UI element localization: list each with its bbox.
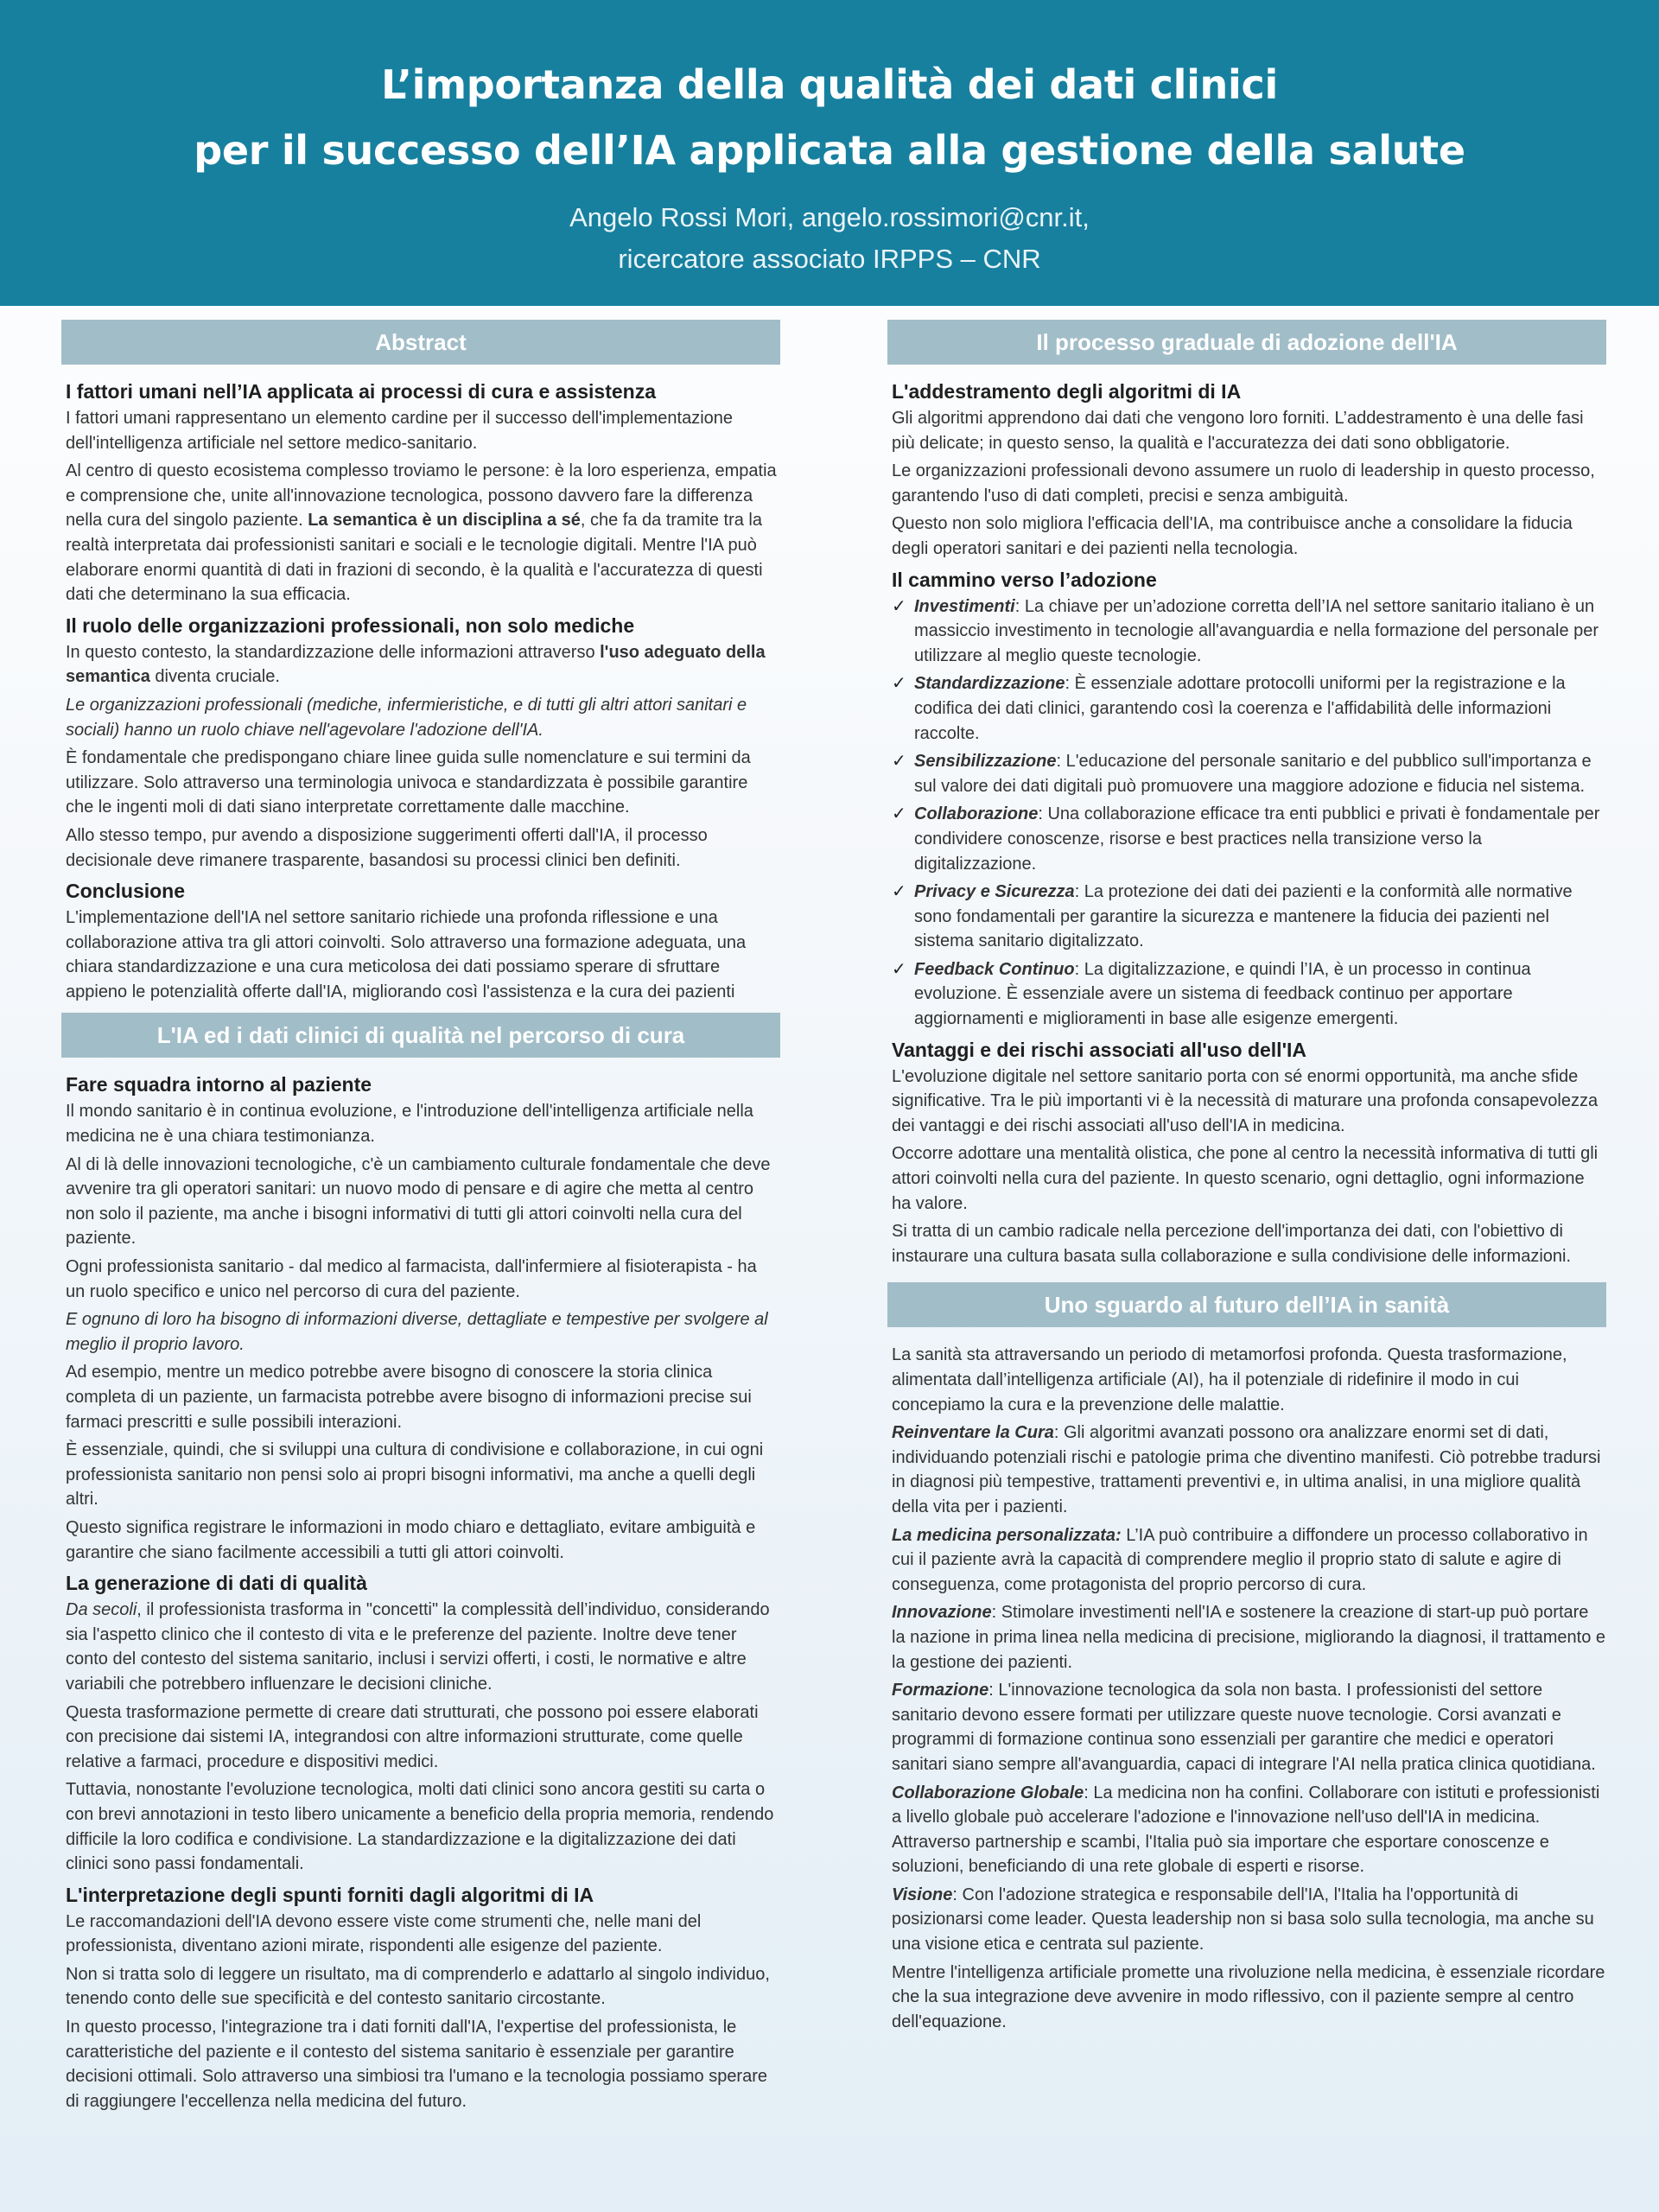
paragraph: Il mondo sanitario è in continua evoluzione, e l'introduzione dell'intelligenza artificiale nella medicina ne è una chiara testimonianza.	[66, 1102, 753, 1147]
checklist-item: ✓ Sensibilizzazione: L'educazione del personale sanitario e del pubblico sull'importanza e sul valore dei dati digitali può promuovere una maggiore adozione e fiducia nel sistema.	[892, 749, 1606, 798]
subheading: Il ruolo delle organizzazioni professionali, non solo mediche	[66, 613, 635, 637]
paragraph: Al di là delle innovazioni tecnologiche, c'è un cambiamento culturale fondamentale che deve avvenire tra gli operatori sanitari: un nuovo modo di pensare e di agire che metta al centro non solo il paziente, ma anche i bisogni informativi di tutti gli attori coinvolti nella cura del paziente.	[66, 1154, 771, 1249]
checklist-item: ✓ Investimenti: La chiave per un’adozione corretta dell’IA nel settore sanitario italiano è un massiccio investimento in tecnologie all'avanguardia e nella formazione del personale per utilizzare al meglio queste tecnologie.	[892, 594, 1606, 669]
checkmark-icon: ✓	[892, 752, 906, 772]
subheading: I fattori umani nell’IA applicata ai processi di cura e assistenza	[66, 380, 656, 403]
paragraph: Gli algoritmi apprendono dai dati che vengono loro forniti. L’addestramento è una delle fasi più delicate; in questo senso, la qualità e l'accuratezza dei dati sono obbligatorie.	[892, 409, 1584, 453]
future-item: Collaborazione Globale: La medicina non ha confini. Collaborare con istituti e professionisti a livello globale può accelerare l'adozione e l'innovazione nell'uso dell'IA in medicina. Attraverso partnership e scambi, l'Italia può sia importare che esportare conoscenze e soluzioni, beneficiando di una rete globale di esperti e risorse.	[892, 1783, 1600, 1877]
subheading: La generazione di dati di qualità	[66, 1572, 367, 1595]
title-line-2: per il successo dell’IA applicata alla gestione della salute	[194, 127, 1465, 174]
paragraph: In questo processo, l'integrazione tra i dati forniti dall'IA, l'expertise del professionista, le caratteristiche del paziente e il contesto del sistema sanitario è essenziale per garantire decisioni ottimali. Solo attraverso una simbiosi tra l'umano e la tecnologia possiamo sperare di raggiungere l'eccellenza nella medicina del futuro.	[66, 2018, 768, 2111]
future-item: Reinventare la Cura: Gli algoritmi avanzati possono ora analizzare enormi set di dati, individuando potenziali rischi e patologie prima che diventino manifesti. Ciò potrebbe tradursi in diagnosi più tempestive, trattamenti preventivi e, in ultima analisi, in una migliore qualità della vita per i pazienti.	[892, 1423, 1601, 1516]
checklist-item: ✓ Privacy e Sicurezza: La protezione dei dati dei pazienti e la conformità alle normative sono fondamentali per garantire la sicurezza e mantenere la fiducia dei pazienti nel sistema sanitario digitalizzato.	[892, 880, 1606, 954]
subheading: Il cammino verso l’adozione	[892, 568, 1157, 591]
paragraph: In questo contesto, la standardizzazione delle informazioni attraverso l'uso adeguato della semantica diventa cruciale.	[66, 642, 766, 687]
checkmark-icon: ✓	[892, 596, 906, 616]
checklist-item: ✓ Feedback Continuo: La digitalizzazione, e quindi l’IA, è un processo in continua evoluzione. È essenziale avere un sistema di feedback continuo per apportare aggiornamenti e miglioramenti in base alle esigenze emergenti.	[892, 957, 1606, 1032]
paragraph: Le organizzazioni professionali devono assumere un ruolo di leadership in questo processo, garantendo l'uso di dati completi, precisi e senza ambiguità.	[892, 461, 1595, 505]
checkmark-icon: ✓	[892, 959, 906, 979]
checkmark-icon: ✓	[892, 804, 906, 824]
paragraph: Questo non solo migliora l'efficacia dell'IA, ma contribuisce anche a consolidare la fiducia degli operatori sanitari e dei pazienti nella tecnologia.	[892, 514, 1573, 558]
paragraph-italic: E ognuno di loro ha bisogno di informazioni diverse, dettagliate e tempestive per svolgere al meglio il proprio lavoro.	[66, 1310, 768, 1354]
paragraph: Mentre l'intelligenza artificiale promette una rivoluzione nella medicina, è essenziale ricordare che la sua integrazione deve avvenire in modo riflessivo, con il paziente sempre al centro dell'equazione.	[892, 1962, 1605, 2031]
paragraph: Ogni professionista sanitario - dal medico al farmacista, dall'infermiere al fisioterapista - ha un ruolo specifico e unico nel percorso di cura del paziente.	[66, 1257, 757, 1301]
paragraph: La sanità sta attraversando un periodo di metamorfosi profonda. Questa trasformazione, alimentata dall’intelligenza artificiale (AI), ha il potenziale di ridefinire il modo in cui concepiamo la cura e la prevenzione delle malattie.	[892, 1345, 1567, 1414]
author-block	[0, 197, 1659, 280]
paragraph: Al centro di questo ecosistema complesso troviamo le persone: è la loro esperienza, empatia e comprensione che, unite all'innovazione tecnologica, possono davvero fare la differenza nella cura del singolo paziente. La semantica è un disciplina a sé, che fa da tramite tra la realtà interpretata dai professionisti sanitari e sociali e le tecnologie digitali. Mentre l'IA può elaborare enormi quantità di dati in frazioni di secondo, è la qualità e l'accuratezza di questi dati che determinano la sua efficacia.	[66, 461, 777, 605]
subheading: L'addestramento degli algoritmi di IA	[892, 380, 1242, 403]
future-item: Innovazione: Stimolare investimenti nell'IA e sostenere la creazione di start-up può portare la nazione in prima linea nella medicina di precisione, migliorando la diagnosi, il trattamento e la gestione dei pazienti.	[892, 1603, 1606, 1672]
checkmark-icon: ✓	[892, 882, 906, 902]
adoption-checklist	[887, 594, 1606, 1032]
future-item: Visione: Con l'adozione strategica e responsabile dell'IA, l'Italia ha l'opportunità di posizionarsi come leader. Questa leadership non si basa solo sulla tecnologia, ma anche su una visione etica e centrata sul paziente.	[892, 1885, 1594, 1955]
subheading: Conclusione	[66, 880, 186, 903]
author-affiliation: ricercatore associato IRPPS – CNR	[618, 244, 1041, 274]
paragraph: Allo stesso tempo, pur avendo a disposizione suggerimenti offerti dall'IA, il processo decisionale deve rimanere trasparente, basandosi su processi clinici ben definiti.	[66, 825, 708, 870]
paragraph: Le raccomandazioni dell'IA devono essere viste come strumenti che, nelle mani del professionista, diventano azioni mirate, rispondenti alle esigenze del paziente.	[66, 1911, 702, 1956]
section-heading-abstract: Abstract	[61, 320, 780, 365]
section-heading-percorso: L'IA ed i dati clinici di qualità nel percorso di cura	[61, 1013, 780, 1058]
paragraph: Occorre adottare una mentalità olistica, che pone al centro la necessità informativa di tutti gli attori coinvolti nella cura del paziente. In questo scenario, ogni dettaglio, ogni informazione ha valore.	[892, 1144, 1599, 1213]
paragraph: Non si tratta solo di leggere un risultato, ma di comprenderlo e adattarlo al singolo individuo, tenendo conto delle sue specificità e del contesto sanitario circostante.	[66, 1964, 770, 2009]
author-name-email: Angelo Rossi Mori, angelo.rossimori@cnr.it,	[569, 202, 1090, 232]
subheading: Vantaggi e dei rischi associati all'uso dell'IA	[892, 1038, 1307, 1061]
paragraph: I fattori umani rappresentano un elemento cardine per il successo dell'implementazione dell'intelligenza artificiale nel settore medico-sanitario.	[66, 409, 734, 453]
right-column	[887, 320, 1606, 2037]
section-heading-futuro: Uno sguardo al futuro dell’IA in sanità	[887, 1282, 1606, 1327]
left-column	[61, 320, 780, 2117]
paragraph: L'evoluzione digitale nel settore sanitario porta con sé enormi opportunità, ma anche sfide significative. Tra le più importanti vi è la necessità di maturare una profonda consapevolezza dei vantaggi e dei rischi associati all'uso dell'IA in medicina.	[892, 1066, 1599, 1135]
paragraph: Questa trasformazione permette di creare dati strutturati, che possono poi essere elaborati con precisione dai sistemi IA, integrandosi con altre informazioni strutturate, come quelle relative a farmaci, procedure e dispositivi medici.	[66, 1702, 759, 1771]
subheading: Fare squadra intorno al paziente	[66, 1073, 372, 1096]
title-line-1: L’importanza della qualità dei dati clinici	[381, 61, 1278, 108]
paragraph: Questo significa registrare le informazioni in modo chiaro e dettagliato, evitare ambiguità e garantire che siano facilmente accessibili a tutti gli attori coinvolti.	[66, 1517, 756, 1562]
future-item: Formazione: L'innovazione tecnologica da sola non basta. I professionisti del settore sanitario devono essere formati per utilizzare queste nuove tecnologie. Corsi avanzati e programmi di formazione continua sono essenziali per garantire che medici e operatori sanitari siano sempre all'avanguardia, capaci di integrare l'AI nella pratica clinica quotidiana.	[892, 1681, 1596, 1774]
future-item: La medicina personalizzata: L’IA può contribuire a diffondere un processo collaborativo in cui il paziente avrà la capacità di comprendere meglio il proprio stato di salute e agire di conseguenza, come protagonista del proprio percorso di cura.	[892, 1525, 1588, 1594]
subheading: L'interpretazione degli spunti forniti dagli algoritmi di IA	[66, 1883, 594, 1906]
section-heading-adozione: Il processo graduale di adozione dell'IA	[887, 320, 1606, 365]
paragraph: L'implementazione dell'IA nel settore sanitario richiede una profonda riflessione e una collaborazione attiva tra gli attori coinvolti. Solo attraverso una formazione adeguata, una chiara standardizzazione e una cura meticolosa dei dati possiamo sperare di sfruttare appieno le potenzialità offerte dall'IA, migliorando così l'assistenza e la cura dei pazienti	[66, 908, 747, 1001]
paragraph-italic: Le organizzazioni professionali (mediche, infermieristiche, e di tutti gli altri attori sanitari e sociali) hanno un ruolo chiave nell'agevolare l'adozione dell'IA.	[66, 695, 747, 740]
paragraph: Ad esempio, mentre un medico potrebbe avere bisogno di conoscere la storia clinica completa di un paziente, un farmacista potrebbe avere bisogno di informazioni precise sui farmaci prescritti e sulle possibili interazioni.	[66, 1363, 752, 1432]
paragraph: Tuttavia, nonostante l'evoluzione tecnologica, molti dati clinici sono ancora gestiti su carta o con brevi annotazioni in testo libero unicamente a beneficio della propria memoria, rendendo difficile la loro codifica e condivisione. La standardizzazione e la digitalizzazione dei dati clinici sono passi fondamentali.	[66, 1780, 774, 1874]
paragraph: È fondamentale che predispongano chiare linee guida sulle nomenclature e sui termini da utilizzare. Solo attraverso una terminologia univoca e standardizzata è possibile garantire che le ingenti moli di dati siano interpretate correttamente dalle macchine.	[66, 748, 751, 817]
paragraph: Si tratta di un cambio radicale nella percezione dell'importanza dei dati, con l'obiettivo di instaurare una cultura basata sulla collaborazione e sulla condivisione delle informazioni.	[892, 1222, 1572, 1266]
poster-header	[0, 0, 1659, 306]
checklist-item: ✓ Collaborazione: Una collaborazione efficace tra enti pubblici e privati è fondamentale per condividere conoscenze, risorse e best practices nella transizione verso la digitalizzazione.	[892, 802, 1606, 876]
paragraph: Da secoli, il professionista trasforma in "concetti" la complessità dell’individuo, considerando sia l'aspetto clinico che il contesto di vita e le preferenze del paziente. Inoltre deve tener conto del contesto del sistema sanitario, inclusi i servizi offerti, i costi, le normative e altre variabili che potrebbero influenzare le decisioni cliniche.	[66, 1600, 770, 1694]
checkmark-icon: ✓	[892, 674, 906, 694]
checklist-item: ✓ Standardizzazione: È essenziale adottare protocolli uniformi per la registrazione e la codifica dei dati clinici, garantendo così la coerenza e l'affidabilità delle informazioni raccolte.	[892, 671, 1606, 746]
paragraph: È essenziale, quindi, che si sviluppi una cultura di condivisione e collaborazione, in cui ogni professionista sanitario non pensi solo ai propri bisogni informativi, ma anche a quelli degli altri.	[66, 1440, 764, 1510]
